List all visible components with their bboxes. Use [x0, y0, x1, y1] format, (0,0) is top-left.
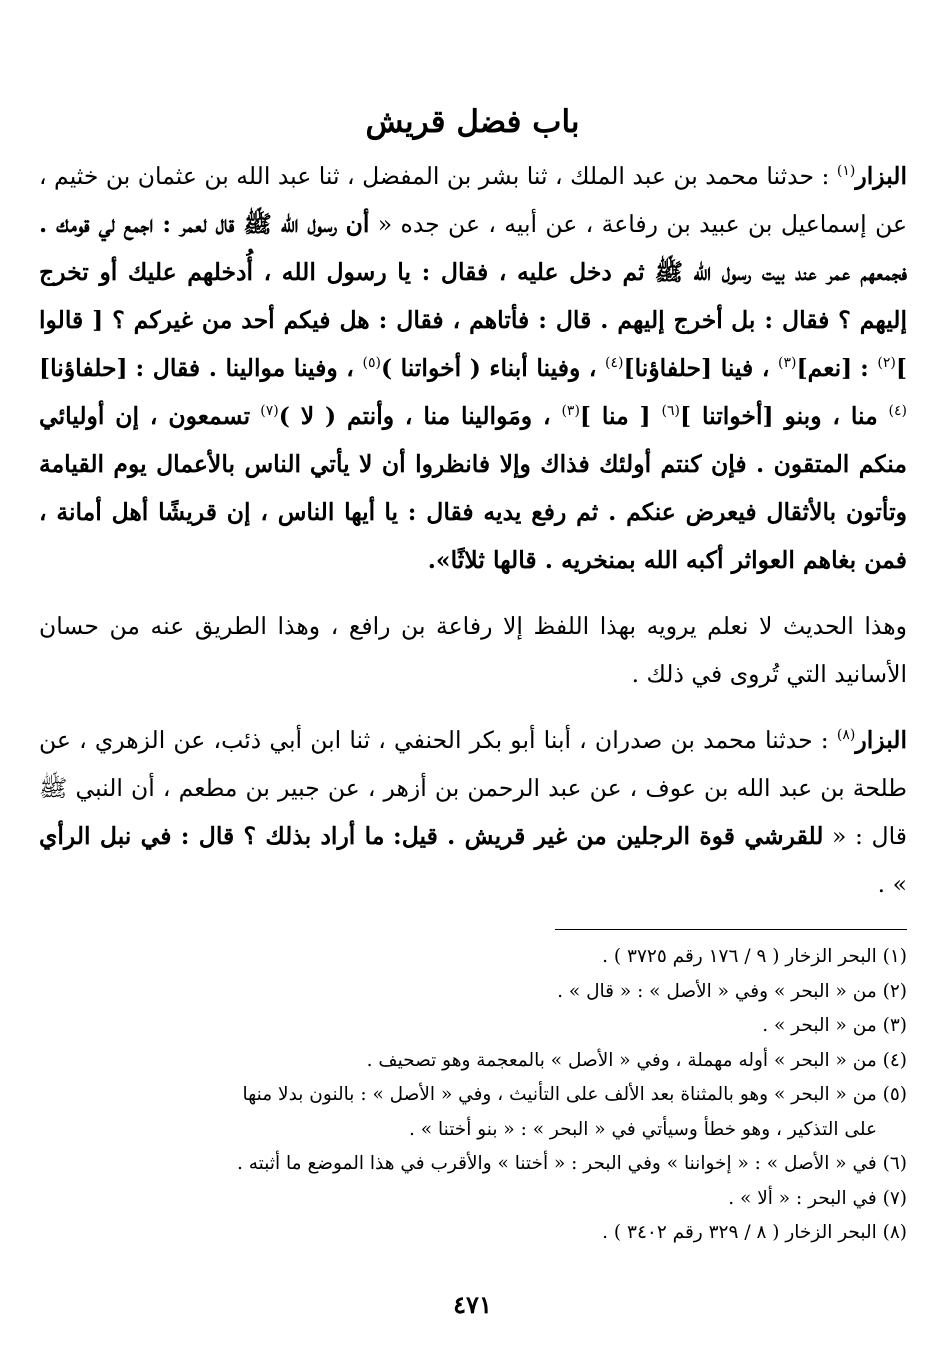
- footnote-2: (٢) من « البحر » وفي « الأصل » : « قال » .: [557, 980, 907, 1002]
- matn-text: أيها الناس ، إن قريشًا أهل أمانة ، فمن بغاهم العواثر أكبه الله بمنخريه . قالها ثلاثًا».: [39, 498, 907, 574]
- footnote-ref: (١): [836, 163, 856, 180]
- isnad-text: عثمان بن خثيم ، عن إسماعيل بن عبيد بن رفاعة ، عن أبيه ، عن جده «: [39, 162, 907, 238]
- matn-text: [نعم]: [796, 354, 853, 382]
- matn-text: تسمعون ، إن أوليائي منكم المتقون . فإن كنتم أولئك فذاك وإلا فانظروا أن لا يأتي: [39, 402, 907, 478]
- matn-text: ما أراد بذلك ؟ قال : في نبل الرأي: [39, 822, 385, 850]
- isnad-text: : حدثنا محمد بن عبد الملك ، ثنا بشر بن المفضل ، ثنا عبد الله بن: [204, 162, 837, 190]
- footnote-ref: (٤): [888, 403, 907, 420]
- commentary-text: وهذا الحديث لا نعلم يرويه بهذا اللفظ إلا رفاعة بن رافع ، وهذا الطريق: [194, 612, 907, 640]
- footnote-ref: (٣): [561, 403, 580, 420]
- footnote-ref: (٣): [778, 355, 797, 372]
- page-number: ٤٧١: [453, 1290, 492, 1319]
- footnote-separator: [555, 929, 907, 930]
- footnote-3: (٣) من « البحر » .: [762, 1015, 907, 1036]
- footnote-ref: (٧): [260, 403, 279, 420]
- chapter-title: باب فضل قريش: [365, 104, 580, 140]
- commentary-text: عنه من حسان الأسانيد التي تُروى في ذلك .: [39, 612, 907, 688]
- matn-text: :: [860, 354, 878, 382]
- matn-text: أخرج إليهم . قال : فأتاهم ، فقال : هل فيكم أحد من غيركم ؟ [ قالوا ]: [39, 306, 907, 382]
- footnote-6: (٦) في « الأصل » : « إخواننا » وفي البحر : « أختنا » والأقرب في هذا الموضع ما أثبته .: [237, 1153, 907, 1174]
- matn-text: الناس بالأعمال يوم القيامة وتأتون بالأثقال فيعرض عنكم . ثم رفع يديه فقال : يا: [39, 450, 907, 526]
- footnote-ref: (٢): [877, 355, 896, 372]
- footnote-8: (٨) البحر الزخار ( ٨ / ٣٢٩ رقم ٣٤٠٢ ) .: [602, 1222, 907, 1243]
- narrator-name: البزار: [855, 162, 907, 190]
- narrator-name: البزار: [855, 726, 907, 754]
- hadith-paragraph-2: [39, 716, 907, 908]
- footnote-ref: (٨): [836, 727, 856, 744]
- matn-text: ، فينا [حلفاؤنا]: [623, 354, 779, 382]
- footnote-7: (٧) في البحر : « ألا » .: [728, 1187, 907, 1209]
- hadith-paragraph-1: [39, 152, 907, 584]
- matn-text: [حلفاؤنا]: [39, 354, 128, 382]
- footnote-5: (٥) من « البحر » وهو بالمثناة بعد الألف على التأنيث ، وفي « الأصل » : بالنون بدلا منها: [242, 1084, 907, 1105]
- matn-text: ، وفينا موالينا . فقال :: [135, 354, 363, 382]
- isnad-text: جبير بن مطعم ، أن النبي ﷺ قال : «: [39, 774, 907, 850]
- matn-text: رسول الله ﷺ قال لعمر : اجمع لي قومك . فجمعهم عمر عند بيت رسول الله ﷺ: [39, 210, 907, 286]
- quote-close: » .: [877, 870, 907, 898]
- footnotes: [39, 940, 907, 1251]
- matn-text: ثم دخل عليه ، فقال : يا رسول الله ، أُدخلهم عليك أو تخرج إليهم ؟ فقال : بل: [39, 258, 907, 334]
- matn-text: منا ، وبنو [أخواتنا ]: [680, 402, 889, 430]
- matn-text: أن: [345, 210, 370, 238]
- matn-text: ، وفينا أبناء ( أخواتنا ): [380, 354, 606, 382]
- isnad-text: عن الزهري ، عن طلحة بن عبد الله بن عوف ، عن عبد الرحمن بن أزهر ، عن: [39, 726, 907, 802]
- matn-text: ، ومَوالينا منا ، وأنتم ( لا ): [278, 402, 562, 430]
- main-text: [39, 152, 907, 908]
- footnote-1: (١) البحر الزخار ( ٩ / ١٧٦ رقم ٣٧٢٥ ) .: [602, 946, 907, 967]
- isnad-text: : حدثنا محمد بن صدران ، أبنا أبو بكر الحنفي ، ثنا ابن أبي ذئب،: [213, 726, 837, 754]
- footnote-ref: (٦): [661, 403, 680, 420]
- commentary-paragraph: [39, 602, 907, 698]
- footnote-ref: (٥): [362, 355, 381, 372]
- footnote-5-continued: على التذكير ، وهو خطأ وسيأتي في « البحر » : « بنو أختنا » .: [409, 1118, 877, 1140]
- matn-text: [ منا ]: [579, 402, 662, 430]
- footnote-4: (٤) من « البحر » أوله مهملة ، وفي « الأصل » بالمعجمة وهو تصحيف .: [366, 1049, 907, 1071]
- footnote-ref: (٤): [605, 355, 624, 372]
- matn-text: للقرشي قوة الرجلين من غير قريش . قيل:: [393, 822, 824, 850]
